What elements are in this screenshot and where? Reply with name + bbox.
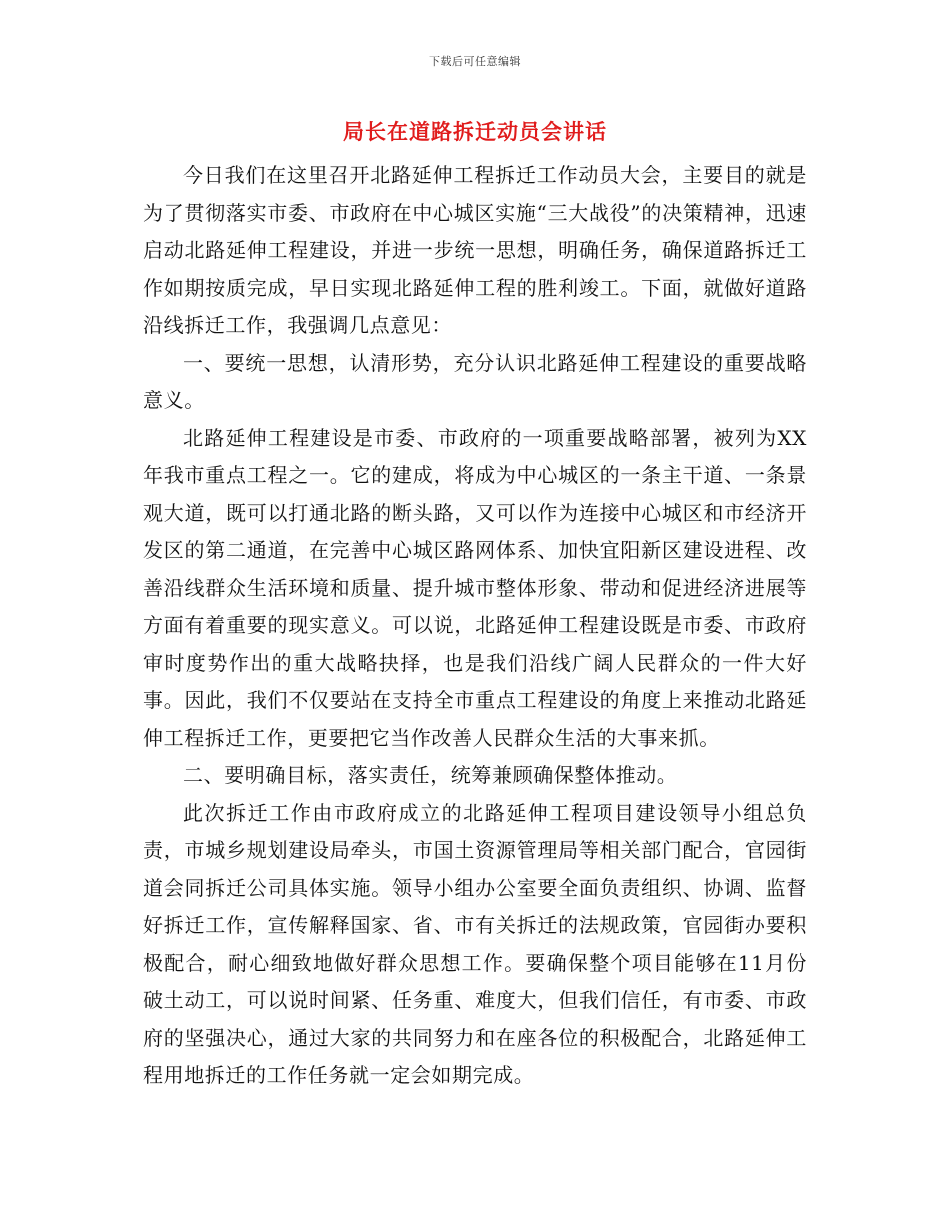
page-header: 下载后可任意编辑 xyxy=(429,55,521,68)
document-title: 局长在道路拆迁动员会讲话 xyxy=(343,119,607,144)
paragraph-responsibility: 此次拆迁工作由市政府成立的北路延伸工程项目建设领导小组总负责，市城乡规划建设局牵头，市国土资源管理局等相关部门配合，官园街道会同拆迁公司具体实施。领导小组办公室要全面负责组织、协调、监督好拆迁工作，宣传解释国家、省、市有关拆迁的法规政策，官园街办要积极配合，耐心细致地做好群众思想工作。要确保整个项目能够在11月份破土动工，可以说时间紧、任务重、难度大，但我们信任，有市委、市政府的坚强决心，通过大家的共同努力和在座各位的积极配合，北路延伸工程用地拆迁的工作任务就一定会如期完成。 xyxy=(143,800,807,1087)
section-heading-two: 二、要明确目标，落实责任，统筹兼顾确保整体推动。 xyxy=(183,763,678,787)
paragraph-intro: 今日我们在这里召开北路延伸工程拆迁工作动员大会，主要目的就是为了贯彻落实市委、市政府在中心城区实施“三大战役”的决策精神，迅速启动北路延伸工程建设，并进一步统一思想，明确任务，确保道路拆迁工作如期按质完成，早日实现北路延伸工程的胜利竣工。下面，就做好道路沿线拆迁工作，我强调几点意见： xyxy=(143,163,807,337)
document-body xyxy=(143,157,807,1095)
paragraph-significance: 北路延伸工程建设是市委、市政府的一项重要战略部署，被列为XX年我市重点工程之一。它的建成，将成为中心城区的一条主干道、一条景观大道，既可以打通北路的断头路，又可以作为连接中心城区和市经济开发区的第二通道，在完善中心城区路网体系、加快宜阳新区建设进程、改善沿线群众生活环境和质量、提升城市整体形象、带动和促进经济进展等方面有着重要的现实意义。可以说，北路延伸工程建设既是市委、市政府审时度势作出的重大战略抉择，也是我们沿线广阔人民群众的一件大好事。因此，我们不仅要站在支持全市重点工程建设的角度上来推动北路延伸工程拆迁工作，更要把它当作改善人民群众生活的大事来抓。 xyxy=(143,425,807,750)
section-heading-one: 一、要统一思想，认清形势，充分认识北路延伸工程建设的重要战略意义。 xyxy=(143,350,807,412)
